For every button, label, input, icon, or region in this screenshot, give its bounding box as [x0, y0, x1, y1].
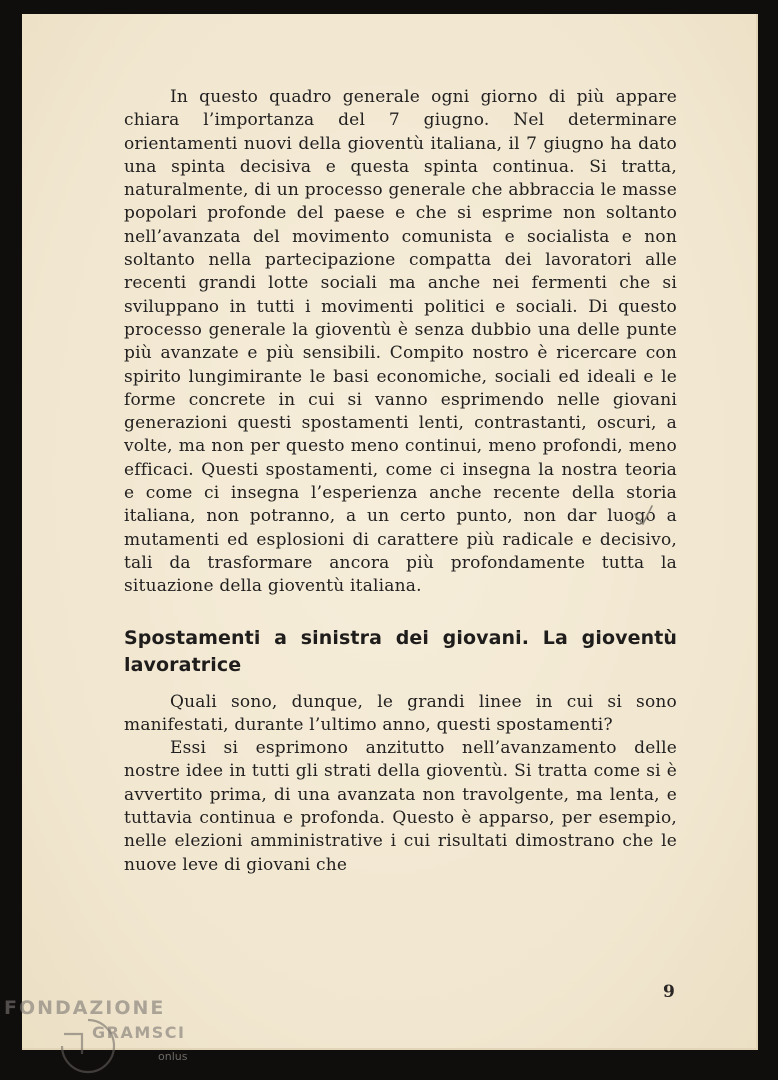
pencil-checkmark-icon	[632, 504, 654, 526]
paragraph-1: In questo quadro generale ogni giorno di più appare chiara l’importanza del 7 giugno. Nel determinare orientamenti nuovi della gioventù italiana, il 7 giugno ha dato una spinta decisiva e questa spinta continua. Si tratta, naturalmente, di un processo generale che abbraccia le masse popolari profonde del paese e che si esprime non soltanto nell’avanzata del movimento comunista e socialista e non soltanto nella partecipazione compatta dei lavoratori alle recenti grandi lotte sociali ma anche nei fermenti che si sviluppano in tutti i movimenti politici e sociali. Di questo processo generale la gioventù è senza dubbio una delle punte più avanzate e più sensibili. Compito nostro è ricercare con spirito lungimirante le basi economiche, sociali ed ideali e le forme concrete in cui si vanno esprimendo nelle giovani generazioni questi spostamenti lenti, contrastanti, oscuri, a volte, ma non per questo meno continui, meno profondi, meno efficaci. Questi spostamenti, come ci insegna la nostra teoria e come ci insegna l’esperienza anche recente della storia italiana, non potranno, a un certo punto, non dar luogo a mutamenti ed esplosioni di carattere più radicale e decisivo, tali da trasformare ancora più profondamente tutta la situazione della gioventù italiana.	[124, 87, 677, 597]
book-page	[22, 14, 758, 1050]
fondazione-gramsci-watermark-logo	[4, 994, 204, 1074]
page-number: 9	[663, 982, 675, 1002]
svg-text:onlus: onlus	[158, 1050, 188, 1063]
paragraph-2: Quali sono, dunque, le grandi linee in cui si sono manifestati, durante l’ultimo anno, questi spostamenti?	[124, 691, 677, 735]
paragraph-3: Essi si esprimono anzitutto nell’avanzamento delle nostre idee in tutti gli strati della gioventù. Si tratta come si è avvertito prima, di una avanzata non travolgente, ma lenta, e tuttavia continua e profonda. Questo è apparso, per esempio, nelle elezioni amministrative i cui risultati dimostrano che le nuove leve di giovani che	[124, 738, 677, 875]
section-heading: Spostamenti a sinistra dei giovani. La gioventù lavoratrice	[124, 626, 677, 676]
svg-text:GRAMSCI: GRAMSCI	[92, 1023, 186, 1042]
svg-text:FONDAZIONE: FONDAZIONE	[4, 997, 166, 1019]
body-text	[124, 86, 677, 877]
